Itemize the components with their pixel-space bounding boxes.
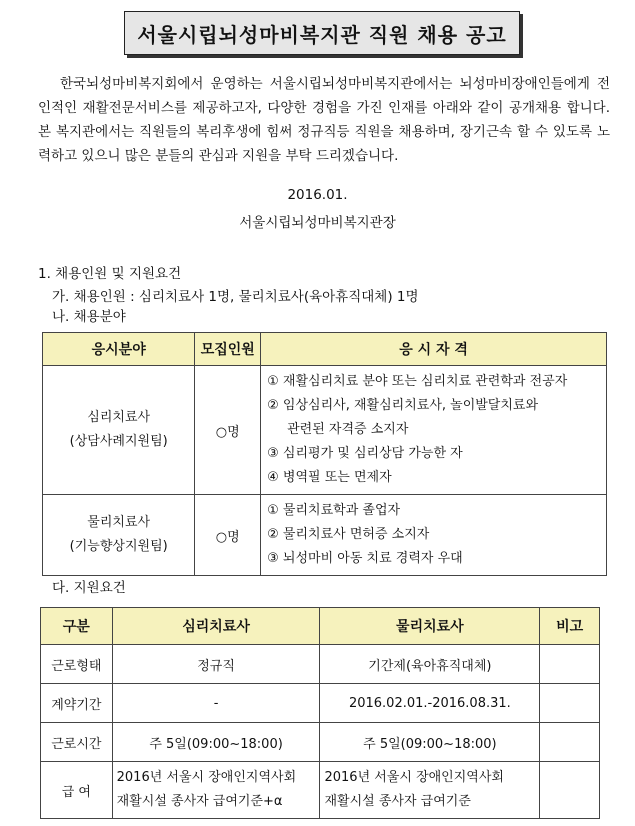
intro-paragraph bbox=[38, 72, 610, 168]
header-count: 모집인원 bbox=[195, 333, 261, 366]
table-row bbox=[43, 366, 607, 495]
qualifications-cell bbox=[261, 495, 607, 576]
note-cell bbox=[540, 684, 600, 723]
header-note: 비고 bbox=[540, 608, 600, 645]
section-c-heading: 다. 지원요건 bbox=[52, 580, 126, 596]
position-cell bbox=[43, 366, 195, 495]
psych-cell: - bbox=[112, 684, 320, 723]
salary-line: 재활시설 종사자 급여기준 bbox=[324, 794, 471, 809]
qualification-item: ① 물리치료학과 졸업자 bbox=[267, 503, 401, 518]
psych-cell bbox=[112, 762, 320, 819]
row-label: 계약기간 bbox=[41, 684, 113, 723]
table-row bbox=[41, 645, 600, 684]
table-header-row bbox=[41, 608, 600, 645]
salary-line: 2016년 서울시 장애인지역사회 bbox=[324, 770, 504, 785]
qualification-item: ② 임상심리사, 재활심리치료사, 놀이발달치료와 bbox=[267, 398, 539, 413]
table-header-row bbox=[43, 333, 607, 366]
header-psych: 심리치료사 bbox=[112, 608, 320, 645]
header-category: 구분 bbox=[41, 608, 113, 645]
position-team: (기능향상지원팀) bbox=[69, 539, 168, 554]
psych-cell: 정규직 bbox=[112, 645, 320, 684]
row-label: 근로시간 bbox=[41, 723, 113, 762]
psych-cell: 주 5일(09:00~18:00) bbox=[112, 723, 320, 762]
note-cell bbox=[540, 762, 600, 819]
row-label: 급 여 bbox=[41, 762, 113, 819]
table-row bbox=[41, 684, 600, 723]
physio-cell: 2016.02.01.-2016.08.31. bbox=[320, 684, 540, 723]
section1-heading: 1. 채용인원 및 지원요건 bbox=[38, 266, 182, 282]
requirements-table bbox=[40, 607, 600, 819]
physio-cell: 주 5일(09:00~18:00) bbox=[320, 723, 540, 762]
intro-text: 한국뇌성마비복지회에서 운영하는 서울시립뇌성마비복지관에서는 뇌성마비장애인들에게 전인적인 재활전문서비스를 제공하고자, 다양한 경험을 가진 인재를 아래와 같이 공개채용 합니다. 본 복지관에서는 직원들의 복리후생에 힘써 정규직등 직원을 채용하며, 장기근속 할 수 있도록 노력하고 있으니 많은 분들의 관심과 지원을 부탁 드리겠습니다. bbox=[38, 76, 610, 164]
announcement-signature: 서울시립뇌성마비복지관장 bbox=[239, 215, 396, 231]
physio-cell bbox=[320, 762, 540, 819]
header-physio: 물리치료사 bbox=[320, 608, 540, 645]
section1-item-b: 나. 채용분야 bbox=[52, 309, 126, 325]
page-title: 서울시립뇌성마비복지관 직원 채용 공고 bbox=[124, 11, 520, 55]
qualification-item: ③ 뇌성마비 아동 치료 경력자 우대 bbox=[267, 551, 463, 566]
table-row bbox=[41, 723, 600, 762]
physio-cell: 기간제(육아휴직대체) bbox=[320, 645, 540, 684]
note-cell bbox=[540, 723, 600, 762]
header-qualifications: 응 시 자 격 bbox=[261, 333, 607, 366]
position-cell bbox=[43, 495, 195, 576]
note-cell bbox=[540, 645, 600, 684]
table-row bbox=[43, 495, 607, 576]
recruitment-field-table bbox=[42, 332, 607, 576]
position-name: 심리치료사 bbox=[87, 410, 151, 425]
qualification-item: 관련된 자격증 소지자 bbox=[287, 422, 409, 437]
section1-item-a: 가. 채용인원 : 심리치료사 1명, 물리치료사(육아휴직대체) 1명 bbox=[52, 289, 419, 305]
qualification-item: ④ 병역필 또는 면제자 bbox=[267, 470, 392, 485]
position-team: (상담사례지원팀) bbox=[69, 434, 168, 449]
count-cell: ○명 bbox=[195, 495, 261, 576]
announcement-date: 2016.01. bbox=[287, 187, 348, 203]
header-field: 응시분야 bbox=[43, 333, 195, 366]
position-name: 물리치료사 bbox=[87, 515, 151, 530]
count-cell: ○명 bbox=[195, 366, 261, 495]
qualification-item: ③ 심리평가 및 심리상담 가능한 자 bbox=[267, 446, 463, 461]
qualification-item: ② 물리치료사 면허증 소지자 bbox=[267, 527, 430, 542]
table-row bbox=[41, 762, 600, 819]
salary-line: 재활시설 종사자 급여기준+α bbox=[116, 794, 283, 809]
qualification-item: ① 재활심리치료 분야 또는 심리치료 관련학과 전공자 bbox=[267, 374, 568, 389]
salary-line: 2016년 서울시 장애인지역사회 bbox=[116, 770, 297, 785]
row-label: 근로형태 bbox=[41, 645, 113, 684]
qualifications-cell bbox=[261, 366, 607, 495]
